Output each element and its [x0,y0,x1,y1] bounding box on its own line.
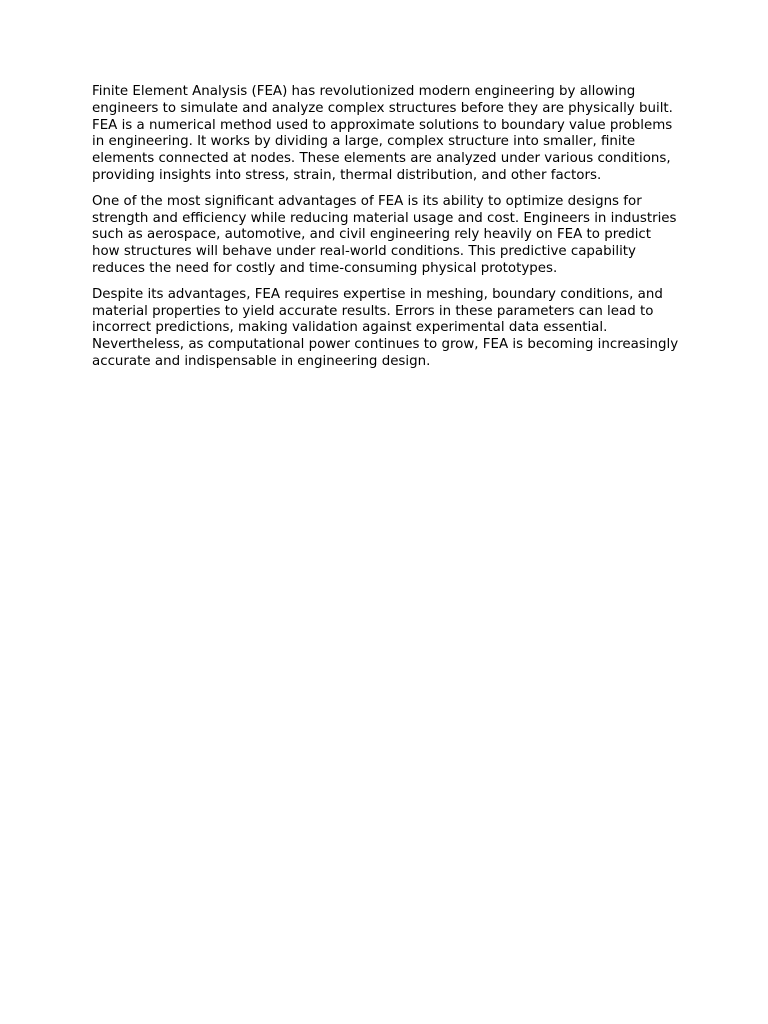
paragraph-intro: Finite Element Analysis (FEA) has revolutionized modern engineering by allowing engineers to simulate and analyze complex structures before they are physically built. FEA is a numerical method used to approximate solutions to boundary value problems in engineering. It works by dividing a large, complex structure into smaller, finite elements connected at nodes. These elements are analyzed under various conditions, providing insights into stress, strain, thermal distribution, and other factors. [92,84,673,183]
paragraph-advantages: One of the most significant advantages of FEA is its ability to optimize designs for strength and efficiency while reducing material usage and cost. Engineers in industries such as aerospace, automotive, and civil engineering rely heavily on FEA to predict how structures will behave under real-world conditions. This predictive capability reduces the need for costly and time-consuming physical prototypes. [92,193,677,276]
paragraph-limitations: Despite its advantages, FEA requires expertise in meshing, boundary conditions, and material properties to yield accurate results. Errors in these parameters can lead to incorrect predictions, making validation against experimental data essential. Nevertheless, as computational power continues to grow, FEA is becoming increasingly accurate and indispensable in engineering design. [92,286,679,369]
document-body [92,84,680,380]
